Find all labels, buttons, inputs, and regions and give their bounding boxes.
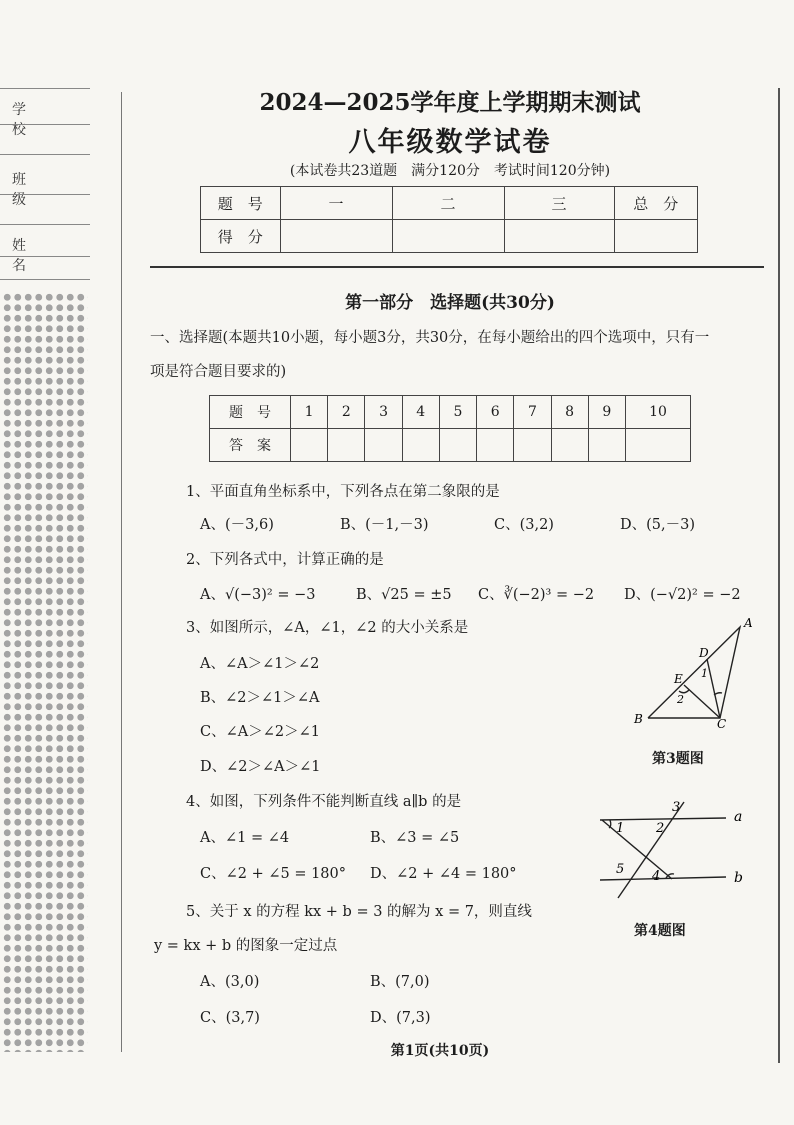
name-row xyxy=(0,224,90,274)
q3-option-b: B、∠2＞∠1＞∠A xyxy=(200,690,320,706)
question-number: 3 xyxy=(365,396,402,429)
q4-stem: 4、如图，下列条件不能判断直线 a∥b 的是 xyxy=(186,794,462,810)
question-number: 7 xyxy=(514,396,551,429)
question-number: 10 xyxy=(625,396,690,429)
score-header-cell: 二 xyxy=(392,187,504,220)
question-number: 4 xyxy=(402,396,439,429)
answer-cell[interactable] xyxy=(477,429,514,462)
label-3: 3 xyxy=(672,800,681,815)
answer-cell[interactable] xyxy=(439,429,476,462)
q4-option-d: D、∠2 + ∠4 = 180° xyxy=(370,866,517,882)
q3-figure xyxy=(628,615,758,730)
label-d: D xyxy=(699,646,709,660)
binding-strip xyxy=(0,88,90,278)
header-divider xyxy=(150,266,764,268)
triangle-abc xyxy=(648,627,740,718)
score-cell[interactable] xyxy=(392,220,504,253)
label-line-b: b xyxy=(734,870,743,886)
q4-option-a: A、∠1 = ∠4 xyxy=(200,830,290,846)
q3-option-c: C、∠A＞∠2＞∠1 xyxy=(200,724,320,740)
segment-ce xyxy=(684,685,720,718)
section-title: 第一部分 选择题(共30分) xyxy=(345,293,555,313)
seal-pattern xyxy=(2,292,88,1052)
score-header-cell: 题 号 xyxy=(201,187,281,220)
answer-cell[interactable] xyxy=(514,429,551,462)
q1-option-d: D、(5,－3) xyxy=(620,517,695,533)
class-row xyxy=(0,154,90,208)
class-blank xyxy=(0,194,90,225)
page-border-right xyxy=(778,88,780,1063)
exam-info: (本试卷共23道题 满分120分 考试时间120分钟) xyxy=(289,163,611,179)
question-number: 9 xyxy=(588,396,625,429)
label-2: 2 xyxy=(656,821,665,836)
q3-option-d: D、∠2＞∠A＞∠1 xyxy=(200,759,321,775)
label-4: 4 xyxy=(652,869,661,884)
label-b: B xyxy=(634,712,643,726)
paper-title: 八年级数学试卷 xyxy=(348,127,552,158)
label-c: C xyxy=(717,717,727,730)
q5-option-a: A、(3,0) xyxy=(200,974,260,990)
q4-figure xyxy=(596,796,756,900)
score-cell[interactable] xyxy=(504,220,614,253)
answer-table xyxy=(209,395,691,462)
score-header-cell: 总 分 xyxy=(614,187,697,220)
page-footer: 第1页(共10页) xyxy=(390,1043,490,1059)
label-e: E xyxy=(674,672,683,686)
school-row xyxy=(0,88,90,138)
line-a xyxy=(600,818,726,820)
binding-line xyxy=(121,92,122,1052)
answer-row-label: 答 案 xyxy=(210,429,291,462)
answer-number-row xyxy=(210,396,691,429)
q4-caption: 第4题图 xyxy=(634,923,686,939)
transversal-1 xyxy=(618,802,684,898)
school-label: 学 校 xyxy=(12,102,52,138)
name-label: 姓 名 xyxy=(12,238,52,274)
answer-row xyxy=(210,429,691,462)
q2-stem: 2、下列各式中，计算正确的是 xyxy=(186,552,384,568)
q5-option-d: D、(7,3) xyxy=(370,1010,431,1026)
score-table xyxy=(200,186,698,253)
label-1: 1 xyxy=(616,821,625,836)
answer-header-cell: 题 号 xyxy=(210,396,291,429)
school-blank xyxy=(0,124,90,155)
question-number: 8 xyxy=(551,396,588,429)
score-header-row xyxy=(201,187,698,220)
q2-option-c: C、∛(−2)³ = −2 xyxy=(478,587,595,603)
score-cell[interactable] xyxy=(614,220,697,253)
q1-stem: 1、平面直角坐标系中，下列各点在第二象限的是 xyxy=(186,484,500,500)
instructions-line1: 一、选择题(本题共10小题，每小题3分，共30分，在每小题给出的四个选项中，只有一 xyxy=(150,330,710,346)
label-5: 5 xyxy=(616,862,625,877)
instructions-line2: 项是符合题目要求的) xyxy=(150,364,287,380)
exam-title: 2024—2025学年度上学期期末测试 xyxy=(259,89,641,116)
question-number: 5 xyxy=(439,396,476,429)
q3-option-a: A、∠A＞∠1＞∠2 xyxy=(200,656,320,672)
q3-stem: 3、如图所示，∠A，∠1，∠2 的大小关系是 xyxy=(186,620,469,636)
q5-stem-line1: 5、关于 x 的方程 kx + b = 3 的解为 x = 7，则直线 xyxy=(186,904,532,920)
answer-cell[interactable] xyxy=(328,429,365,462)
q5-option-b: B、(7,0) xyxy=(370,974,430,990)
question-number: 6 xyxy=(477,396,514,429)
answer-cell[interactable] xyxy=(402,429,439,462)
q2-option-a: A、√(−3)² = −3 xyxy=(200,587,316,603)
segment-cd xyxy=(707,659,720,718)
class-label: 班 级 xyxy=(12,172,52,208)
score-header-cell: 三 xyxy=(504,187,614,220)
name-blank xyxy=(0,256,90,280)
q5-stem-line2: y = kx + b 的图象一定过点 xyxy=(154,938,338,954)
answer-cell[interactable] xyxy=(291,429,328,462)
q5-option-c: C、(3,7) xyxy=(200,1010,260,1026)
score-cell[interactable] xyxy=(280,220,392,253)
score-row-label: 得 分 xyxy=(201,220,281,253)
line-b xyxy=(600,877,726,880)
question-number: 2 xyxy=(328,396,365,429)
answer-cell[interactable] xyxy=(625,429,690,462)
answer-cell[interactable] xyxy=(551,429,588,462)
label-angle-1: 1 xyxy=(701,667,708,680)
label-a: A xyxy=(744,616,753,630)
q1-option-a: A、(－3,6) xyxy=(200,517,274,533)
q4-option-b: B、∠3 = ∠5 xyxy=(370,830,460,846)
q1-option-b: B、(－1,－3) xyxy=(340,517,429,533)
score-header-cell: 一 xyxy=(280,187,392,220)
q3-caption: 第3题图 xyxy=(652,751,704,767)
answer-cell[interactable] xyxy=(365,429,402,462)
label-angle-2: 2 xyxy=(677,693,684,706)
q4-option-c: C、∠2 + ∠5 = 180° xyxy=(200,866,347,882)
question-number: 1 xyxy=(291,396,328,429)
q2-option-d: D、(−√2)² = −2 xyxy=(624,587,741,603)
label-line-a: a xyxy=(734,809,743,825)
answer-cell[interactable] xyxy=(588,429,625,462)
q1-option-c: C、(3,2) xyxy=(494,517,554,533)
q2-option-b: B、√25 = ±5 xyxy=(356,587,452,603)
score-value-row xyxy=(201,220,698,253)
